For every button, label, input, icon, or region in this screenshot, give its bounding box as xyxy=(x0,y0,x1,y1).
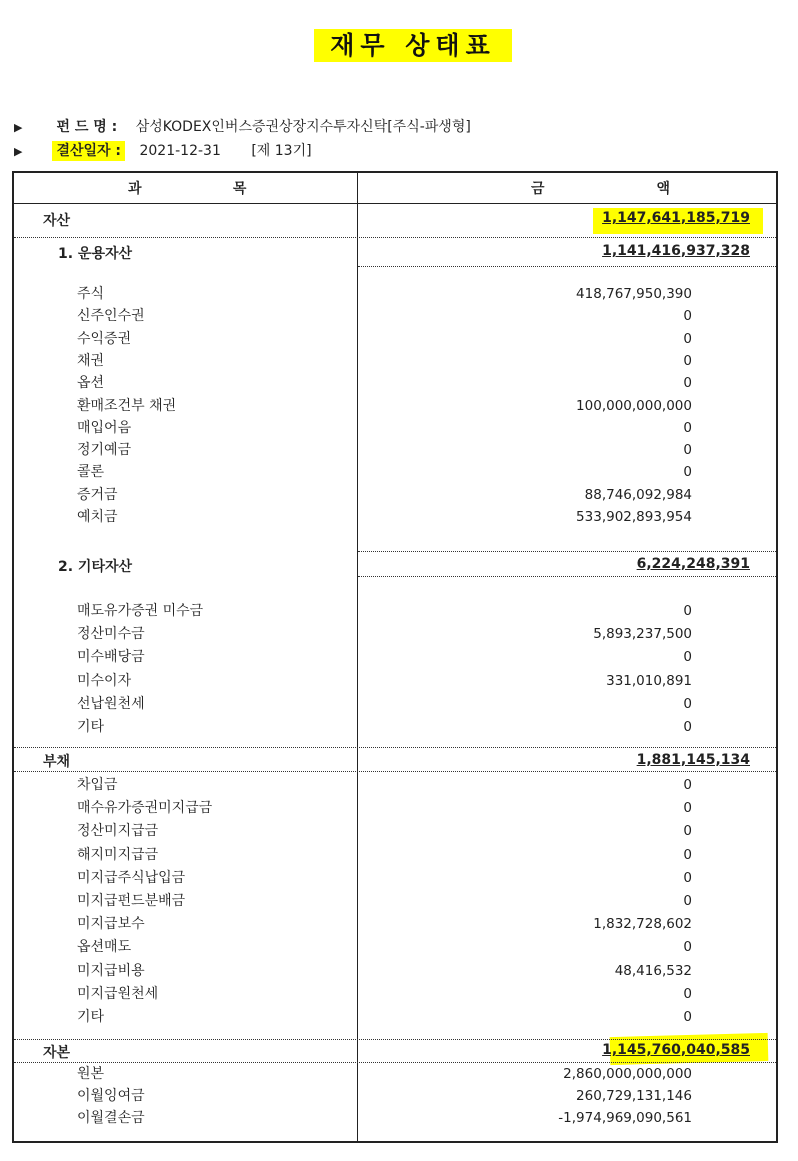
line-item-value: 2,860,000,000,000 xyxy=(563,1066,692,1082)
line-item-name: 채권 xyxy=(77,352,105,369)
line-item-name: 미지급보수 xyxy=(77,916,145,933)
line-item-name: 옵션매도 xyxy=(77,939,132,956)
header-account: 과 목 xyxy=(128,181,249,197)
dotted-divider xyxy=(14,237,776,238)
arrow-icon: ▶ xyxy=(14,145,23,158)
line-item-value: 0 xyxy=(683,330,692,347)
settlement-date-label: 결산일자 : xyxy=(52,141,125,161)
line-item-name: 기타 xyxy=(77,719,105,735)
line-item-value: 0 xyxy=(683,603,692,619)
line-item-name: 매입어음 xyxy=(77,419,132,436)
line-item-value: 0 xyxy=(683,800,692,817)
dotted-divider xyxy=(358,551,776,552)
column-divider xyxy=(357,171,358,1143)
line-item-name: 미지급원천세 xyxy=(77,985,159,1002)
header-amount: 금 액 xyxy=(531,181,673,197)
line-item-value: 88,746,092,984 xyxy=(584,486,692,503)
line-item-value: 0 xyxy=(683,985,692,1002)
fund-name: 삼성KODEX인버스증권상장지수투자신탁[주식-파생형] xyxy=(135,119,471,135)
operating-assets-total: 1,141,416,937,328 xyxy=(602,243,750,259)
line-item-value: 0 xyxy=(683,1009,692,1025)
line-item-value: 0 xyxy=(683,939,692,956)
liabilities-total: 1,881,145,134 xyxy=(636,752,750,768)
line-item-name: 차입금 xyxy=(77,777,118,793)
dotted-divider xyxy=(14,747,776,748)
line-item-name: 정산미수금 xyxy=(77,626,145,643)
assets-label: 자산 xyxy=(43,213,71,229)
arrow-icon: ▶ xyxy=(14,121,23,134)
equity-label: 자본 xyxy=(43,1045,71,1061)
line-item-value: 260,729,131,146 xyxy=(576,1088,692,1104)
line-item-value: 0 xyxy=(683,893,692,909)
line-item-value: 0 xyxy=(683,823,692,840)
other-assets-total: 6,224,248,391 xyxy=(636,556,750,572)
line-item-name: 미지급펀드분배금 xyxy=(77,893,186,909)
line-item-value: 533,902,893,954 xyxy=(576,509,692,525)
dotted-divider xyxy=(14,1039,776,1040)
line-item-name: 선납원천세 xyxy=(77,695,145,712)
line-item-value: 48,416,532 xyxy=(614,962,692,979)
line-item-value: 0 xyxy=(683,419,692,436)
line-item-value: 0 xyxy=(683,846,692,863)
line-item-name: 정기예금 xyxy=(77,442,132,459)
line-item-value: -1,974,969,090,561 xyxy=(558,1110,692,1126)
line-item-value: 1,832,728,602 xyxy=(593,916,692,933)
line-item-name: 수익증권 xyxy=(77,330,132,347)
line-item-value: 0 xyxy=(683,777,692,793)
other-assets-label: 2. 기타자산 xyxy=(58,559,133,575)
dotted-divider xyxy=(14,771,776,772)
line-item-name: 신주인수권 xyxy=(77,308,145,325)
line-item-value: 0 xyxy=(683,464,692,481)
line-item-name: 이월잉여금 xyxy=(77,1088,145,1104)
line-item-name: 주식 xyxy=(77,286,105,302)
fund-name-label: 펀 드 명 : xyxy=(56,119,118,135)
line-item-name: 증거금 xyxy=(77,486,118,503)
line-item-name: 미지급주식납입금 xyxy=(77,869,186,886)
line-item-value: 0 xyxy=(683,308,692,325)
line-item-name: 콜론 xyxy=(77,464,105,481)
line-item-value: 418,767,950,390 xyxy=(576,286,692,302)
line-item-value: 0 xyxy=(683,649,692,666)
line-item-value: 331,010,891 xyxy=(606,672,692,689)
line-item-name: 해지미지급금 xyxy=(77,846,159,863)
line-item-name: 기타 xyxy=(77,1009,105,1025)
page-title: 재무 상태표 xyxy=(314,29,512,62)
header-divider xyxy=(12,203,778,204)
line-item-name: 원본 xyxy=(77,1066,105,1082)
line-item-value: 5,893,237,500 xyxy=(593,626,692,643)
assets-total: 1,147,641,185,719 xyxy=(602,210,750,226)
line-item-name: 환매조건부 채권 xyxy=(77,397,177,414)
fiscal-period: [제 13기] xyxy=(251,143,312,159)
line-item-value: 0 xyxy=(683,375,692,392)
line-item-value: 100,000,000,000 xyxy=(576,397,692,414)
fund-name-row xyxy=(14,117,471,138)
line-item-name: 미지급비용 xyxy=(77,962,145,979)
dotted-divider xyxy=(14,1062,776,1063)
operating-assets-label: 1. 운용자산 xyxy=(58,246,133,262)
line-item-name: 미수이자 xyxy=(77,672,132,689)
line-item-value: 0 xyxy=(683,869,692,886)
line-item-value: 0 xyxy=(683,352,692,369)
line-item-name: 이월결손금 xyxy=(77,1110,145,1126)
liabilities-label: 부채 xyxy=(43,754,71,770)
line-item-value: 0 xyxy=(683,695,692,712)
line-item-name: 정산미지급금 xyxy=(77,823,159,840)
line-item-name: 매도유가증권 미수금 xyxy=(77,603,204,619)
dotted-divider xyxy=(358,266,776,267)
line-item-name: 예치금 xyxy=(77,509,118,525)
equity-total: 1,145,760,040,585 xyxy=(602,1042,750,1058)
line-item-name: 옵션 xyxy=(77,375,105,392)
dotted-divider xyxy=(358,576,776,577)
settlement-date-row xyxy=(14,141,312,162)
line-item-value: 0 xyxy=(683,719,692,735)
settlement-date: 2021-12-31 xyxy=(139,143,221,159)
line-item-name: 미수배당금 xyxy=(77,649,145,666)
line-item-name: 매수유가증권미지급금 xyxy=(77,800,213,817)
line-item-value: 0 xyxy=(683,442,692,459)
